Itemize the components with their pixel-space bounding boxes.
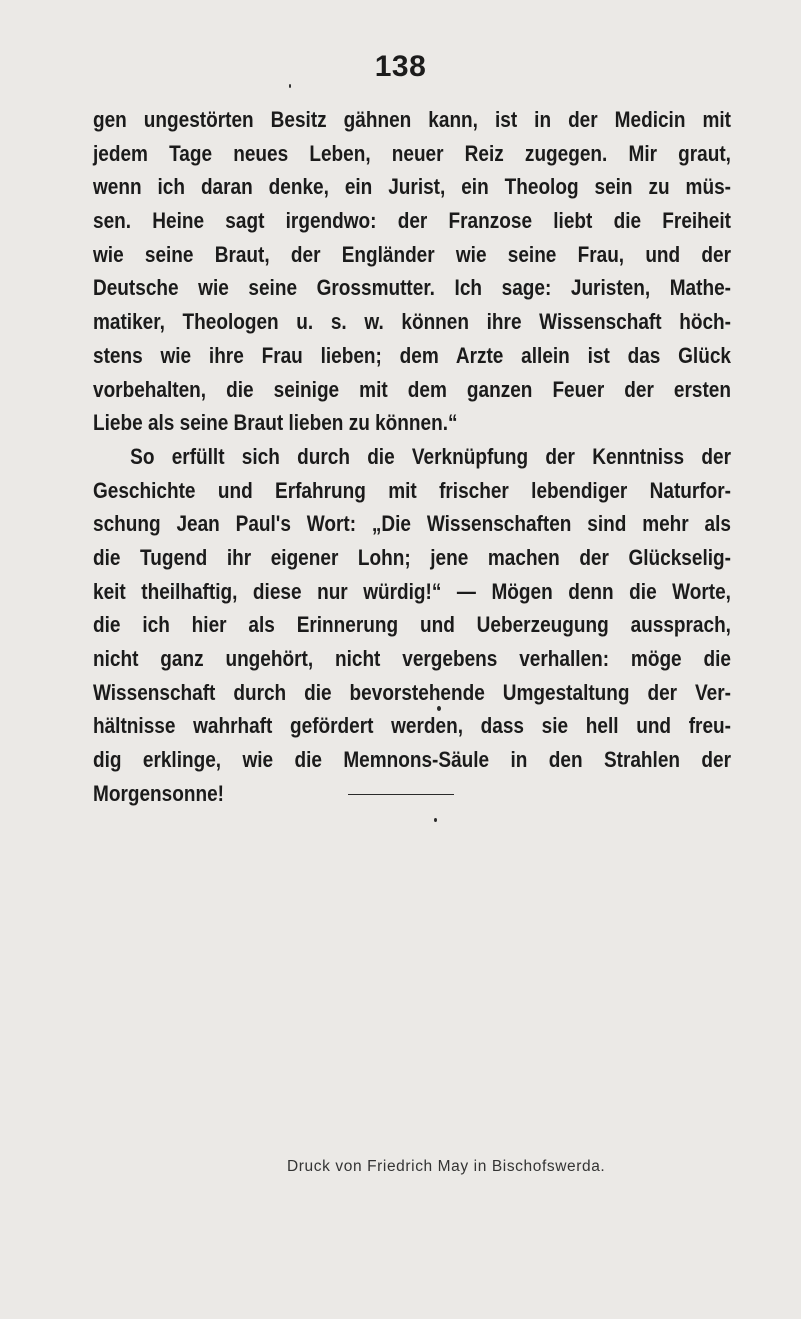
- text-line: stens wie ihre Frau lieben; dem Arzte allein ist das Glück: [93, 342, 731, 368]
- text-line: So erfüllt sich durch die Verknüpfung der Kenntniss der: [130, 443, 731, 469]
- text-line: die ich hier als Erinnerung und Ueberzeugung aussprach,: [93, 612, 731, 638]
- text-line: Wissenschaft durch die bevorstehende Umgestaltung der Ver-: [93, 679, 731, 705]
- text-line: dig erklinge, wie die Memnons-Säule in den Strahlen der: [93, 747, 731, 773]
- text-line: nicht ganz ungehört, nicht vergebens verhallen: möge die: [93, 646, 731, 671]
- text-line: Liebe als seine Braut lieben zu können.“: [93, 410, 458, 436]
- text-line: wenn ich daran denke, ein Jurist, ein Theolog sein zu müs-: [93, 174, 731, 200]
- text-line: schung Jean Paul's Wort: „Die Wissenschaften sind mehr als: [93, 511, 731, 537]
- text-line: keit theilhaftig, diese nur würdig!“ — Mögen denn die Worte,: [93, 578, 731, 604]
- end-rule: [348, 794, 454, 795]
- page-number: 138: [374, 50, 427, 83]
- text-line: vorbehalten, die seinige mit dem ganzen Feuer der ersten: [93, 376, 731, 402]
- text-line: Geschichte und Erfahrung mit frischer lebendiger Naturfor-: [93, 477, 731, 503]
- text-line: wie seine Braut, der Engländer wie seine Frau, und der: [93, 241, 731, 267]
- text-line: matiker, Theologen u. s. w. können ihre Wissenschaft höch-: [93, 309, 731, 335]
- text-line: jedem Tage neues Leben, neuer Reiz zugegen. Mir graut,: [93, 140, 731, 166]
- ink-speck: [437, 706, 441, 711]
- printer-imprint: Druck von Friedrich May in Bischofswerda.: [287, 1158, 606, 1175]
- ink-speck: [289, 84, 291, 88]
- body-text: [93, 103, 731, 810]
- text-line: hältnisse wahrhaft gefördert werden, dass sie hell und freu-: [93, 713, 731, 739]
- text-line: sen. Heine sagt irgendwo: der Franzose liebt die Freiheit: [93, 208, 731, 234]
- text-line: die Tugend ihr eigener Lohn; jene machen der Glückselig-: [93, 544, 731, 570]
- ink-speck: [434, 818, 437, 822]
- text-line: Morgensonne!: [93, 780, 224, 806]
- text-line: gen ungestörten Besitz gähnen kann, ist in der Medicin mit: [93, 107, 731, 132]
- text-line: Deutsche wie seine Grossmutter. Ich sage: Juristen, Mathe-: [93, 275, 731, 301]
